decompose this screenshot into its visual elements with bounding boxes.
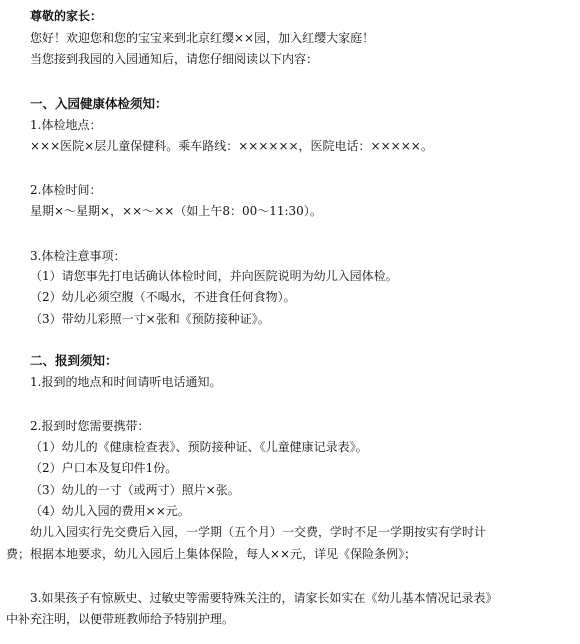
greeting: 尊敬的家长：	[30, 9, 103, 23]
fee-policy-line-2: 费；根据本地要求，幼儿入园后上集体保险，每人××元，详见《保险条例》；	[6, 547, 417, 561]
registration-bring-item: （1）幼儿的《健康检查表》、预防接种证、《儿童健康记录表》。	[30, 440, 368, 454]
checkup-note-item: （3）带幼儿彩照一寸×张和《预防接种证》。	[30, 312, 270, 326]
registration-bring-item: （3）幼儿的一寸（或两寸）照片×张。	[30, 483, 240, 497]
intro-line-2: 当您接到我园的入园通知后，请您仔细阅读以下内容：	[30, 52, 319, 66]
checkup-time-text: 星期×～星期×，××～××（如上午8：00～11:30）。	[30, 204, 322, 218]
checkup-note-item: （1）请您事先打电话确认体检时间，并向医院说明为幼儿入园体检。	[30, 269, 398, 283]
fee-policy-line-1: 幼儿入园实行先交费后入园，一学期（五个月）一交费，学时不足一学期按实有学时计	[30, 525, 487, 539]
section2-title: 二、报到须知：	[30, 353, 118, 368]
intro-line-1: 您好！欢迎您和您的宝宝来到北京红缨××园，加入红缨大家庭！	[30, 31, 375, 45]
registration-p1: 1.报到的地点和时间请听电话通知。	[30, 375, 222, 389]
section1-title: 一、入园健康体检须知：	[30, 96, 168, 111]
special-care-line-2: 中补充注明，以便带班教师给予特别护理。	[6, 612, 235, 626]
registration-bring-label: 2.报到时您需要携带：	[30, 419, 150, 433]
registration-bring-item: （4）幼儿入园的费用××元。	[30, 504, 190, 518]
checkup-location-label: 1.体检地点：	[30, 118, 102, 132]
checkup-location-text: ×××医院×层儿童保健科。乘车路线：××××××，医院电话：×××××。	[30, 139, 433, 153]
registration-bring-item: （2）户口本及复印件1份。	[30, 461, 178, 475]
special-care-line-1: 3.如果孩子有惊厥史、过敏史等需要特殊关注的，请家长如实在《幼儿基本情况记录表》	[30, 591, 498, 605]
checkup-notes-label: 3.体检注意事项：	[30, 249, 126, 263]
checkup-time-label: 2.体检时间：	[30, 183, 102, 197]
checkup-note-item: （2）幼儿必须空腹（不喝水，不进食任何食物）。	[30, 290, 296, 304]
